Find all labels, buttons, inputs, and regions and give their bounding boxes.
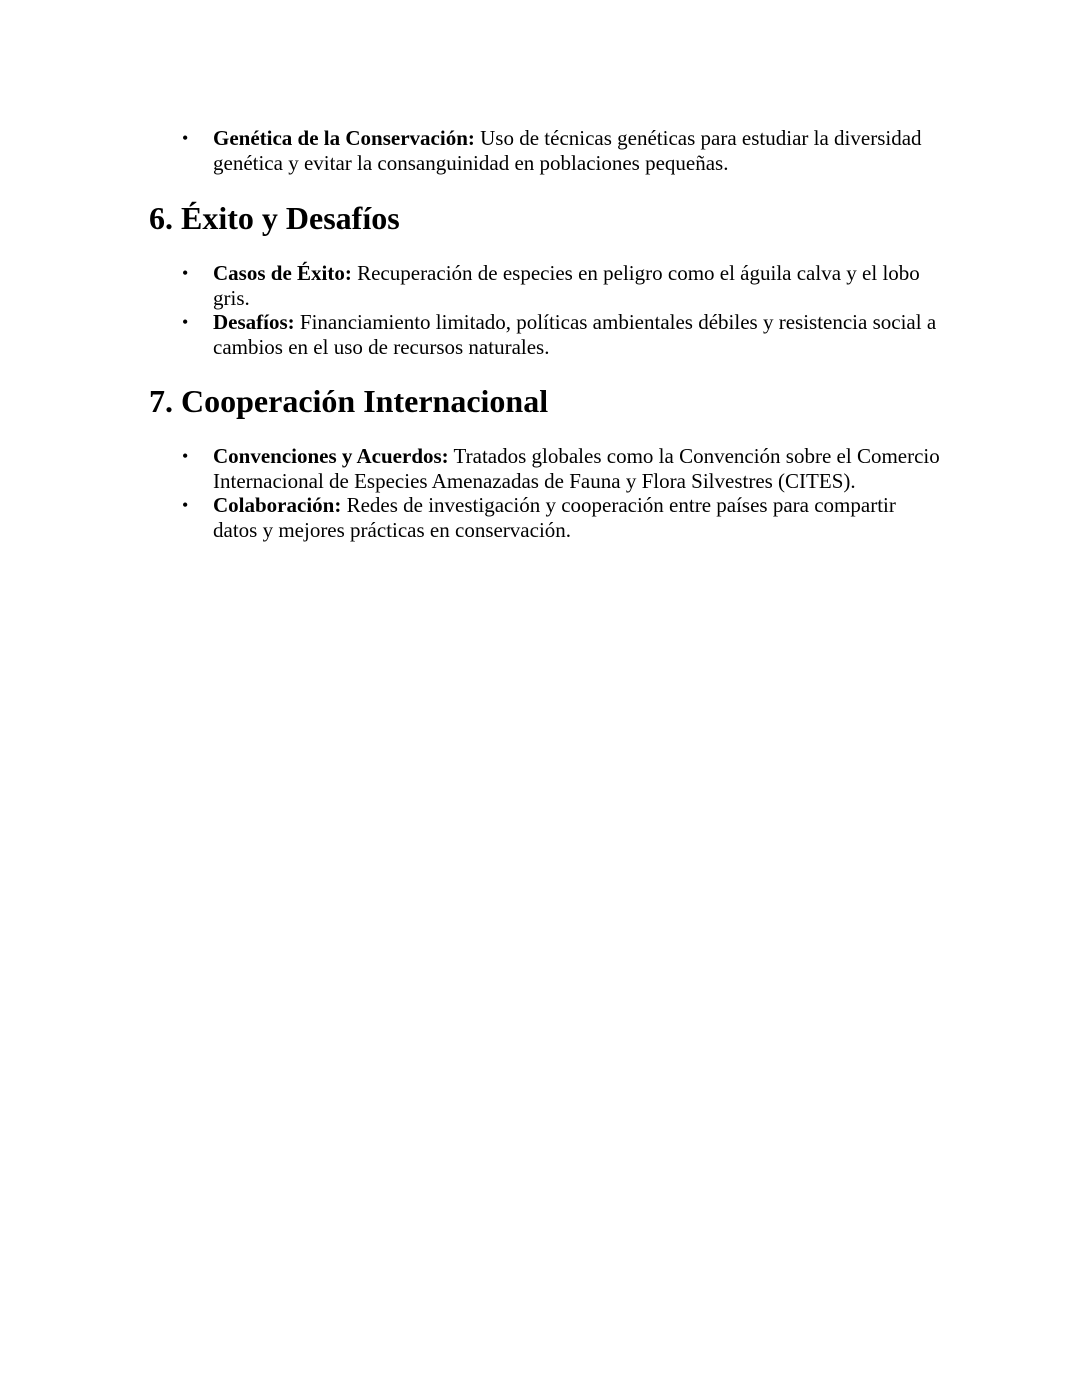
bullet-list-genetica: [182, 126, 943, 175]
list-item: [182, 444, 943, 493]
item-text: Uso de técnicas genéticas para estudiar la diversidad genética y evitar la consanguinidad en poblaciones pequeñas.: [213, 126, 922, 175]
list-item: [182, 310, 943, 359]
item-text: Tratados globales como la Convención sobre el Comercio Internacional de Especies Amenazadas de Fauna y Flora Silvestres (CITES).: [213, 444, 940, 493]
item-term: Desafíos:: [213, 310, 295, 334]
bullet-list-cooperacion: [182, 444, 943, 542]
item-term: Genética de la Conservación:: [213, 126, 475, 150]
section-heading-cooperacion-internacional: 7. Cooperación Internacional: [149, 383, 549, 419]
bullet-icon: •: [182, 312, 189, 332]
bullet-icon: •: [182, 495, 189, 515]
item-term: Colaboración:: [213, 493, 342, 517]
item-term: Convenciones y Acuerdos:: [213, 444, 449, 468]
item-text: Recuperación de especies en peligro como el águila calva y el lobo gris.: [213, 261, 920, 310]
list-item: [182, 261, 943, 310]
item-text: Redes de investigación y cooperación entre países para compartir datos y mejores prácticas en conservación.: [213, 493, 896, 542]
bullet-icon: •: [182, 263, 189, 283]
item-term: Casos de Éxito:: [213, 261, 352, 285]
list-item: [182, 126, 943, 175]
bullet-icon: •: [182, 446, 189, 466]
item-text: Financiamiento limitado, políticas ambientales débiles y resistencia social a cambios en el uso de recursos naturales.: [213, 310, 937, 359]
section-heading-exito-desafios: 6. Éxito y Desafíos: [149, 200, 400, 236]
bullet-icon: •: [182, 128, 189, 148]
list-item: [182, 493, 943, 542]
bullet-list-exito-desafios: [182, 261, 943, 359]
